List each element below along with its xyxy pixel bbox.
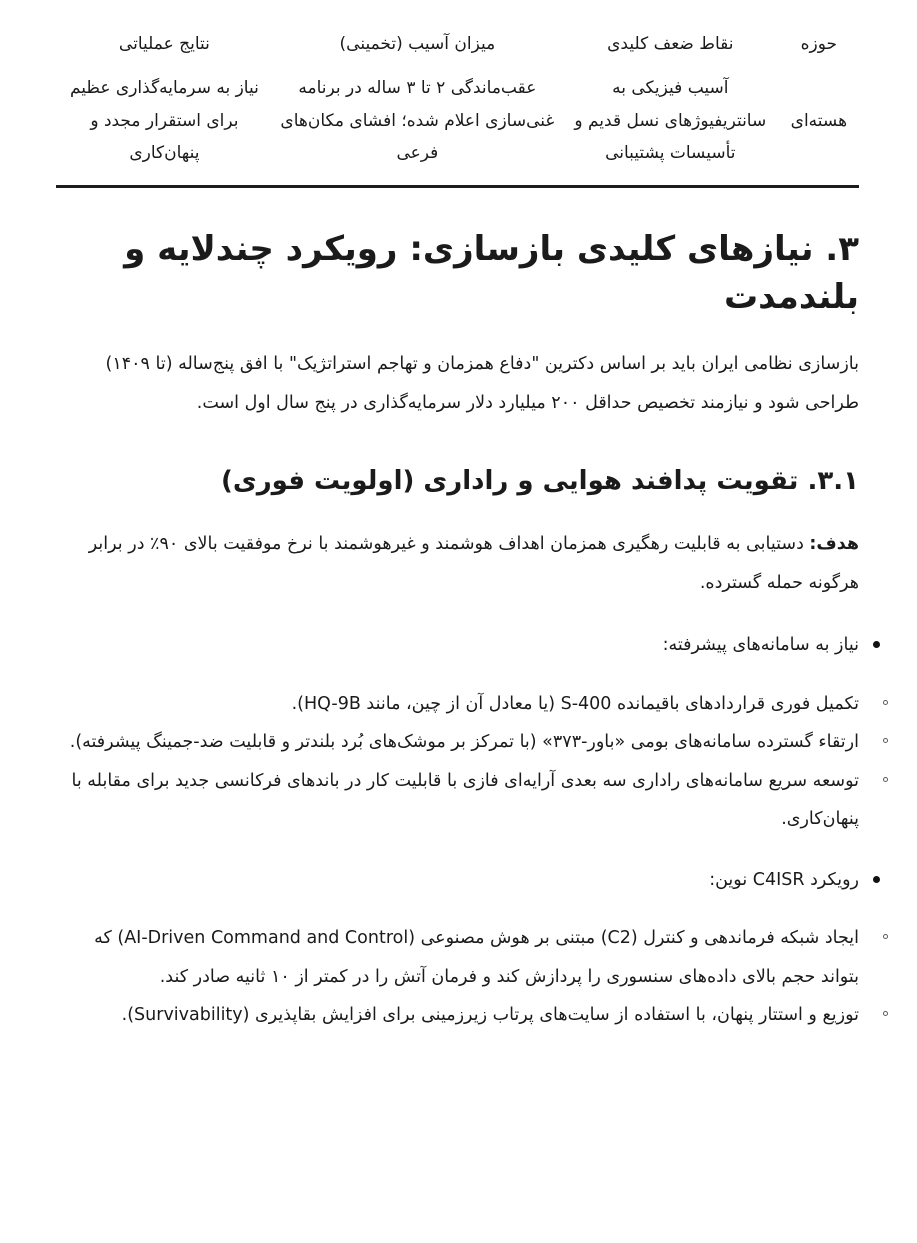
filled-bullet-icon [873, 876, 880, 883]
sublist-item [56, 685, 859, 724]
sublist-item [56, 723, 859, 762]
hollow-bullet-icon [883, 777, 888, 782]
cell-weak-points: آسیب فیزیکی به سانتریفیوژهای نسل قدیم و تأسیسات پشتیبانی [574, 78, 767, 163]
cell-operational-results: نیاز به سرمایه‌گذاری عظیم برای استقرار مجدد و پنهان‌کاری [69, 78, 259, 163]
col-header-operational-results: نتایج عملیاتی [118, 34, 210, 54]
hollow-bullet-icon [883, 1011, 888, 1016]
sublist-item-text: ایجاد شبکه فرماندهی و کنترل (C2) مبتنی بر هوش مصنوعی (AI-Driven Command and Control) که بتواند حجم بالای داده‌های سنسوری را پردازش کند و فرمان آتش را در کمتر از ۱۰ ثانیه صادر کند. [94, 928, 859, 987]
col-header-weak-points: نقاط ضعف کلیدی [607, 34, 734, 54]
sublist-item [56, 919, 859, 996]
section-intro-paragraph: بازسازی نظامی ایران باید بر اساس دکترین "دفاع همزمان و تهاجم استراتژیک" با افق پنج‌ساله (تا ۱۴۰۹) طراحی شود و نیازمند تخصیص حداقل ۲۰۰ میلیارد دلار سرمایه‌گذاری در پنج سال اول است. [105, 354, 859, 413]
sublist-item [56, 996, 859, 1035]
list-item-advanced-systems [56, 626, 859, 839]
goal-paragraph [56, 525, 859, 602]
subsection-heading: ۳.۱. تقویت پدافند هوایی و راداری (اولویت فوری) [221, 466, 859, 497]
damage-assessment-table [56, 26, 859, 188]
list-item-label: نیاز به سامانه‌های پیشرفته: [662, 635, 859, 656]
table-row [56, 72, 859, 186]
sublist-item-text: توسعه سریع سامانه‌های راداری سه بعدی آرایه‌ای فازی با قابلیت کار در باندهای فرکانسی جدید برای مقابله با پنهان‌کاری. [71, 770, 859, 830]
col-header-damage-estimate: میزان آسیب (تخمینی) [339, 34, 496, 54]
filled-bullet-icon [873, 641, 880, 648]
cell-domain: هسته‌ای [790, 110, 848, 131]
list-item-c4isr-approach [56, 861, 859, 1035]
advanced-systems-sublist [56, 685, 859, 839]
hollow-bullet-icon [883, 700, 888, 705]
goal-label: هدف: [809, 534, 859, 555]
col-header-domain: حوزه [800, 34, 838, 54]
goal-text: دستیابی به قابلیت رهگیری همزمان اهداف هوشمند و غیرهوشمند با نرخ موفقیت بالای ۹۰٪ در برابر هرگونه حمله گسترده. [88, 534, 859, 593]
c4isr-sublist [56, 919, 859, 1035]
cell-damage-estimate: عقب‌ماندگی ۲ تا ۳ ساله در برنامه غنی‌سازی اعلام شده؛ افشای مکان‌های فرعی [280, 78, 555, 163]
sublist-item-text: تکمیل فوری قراردادهای باقیمانده S-400 (یا معادل آن از چین، مانند HQ-9B). [291, 693, 859, 714]
hollow-bullet-icon [883, 934, 888, 939]
hollow-bullet-icon [883, 738, 888, 743]
sublist-item [56, 762, 859, 839]
table-header-row [56, 26, 859, 72]
sublist-item-text: ارتقاء گسترده سامانه‌های بومی «باور-۳۷۳» (با تمرکز بر موشک‌های بُرد بلندتر و قابلیت ضد-جمینگ پیشرفته). [69, 732, 859, 753]
sublist-item-text: توزیع و استتار پنهان، با استفاده از سایت‌های پرتاب زیرزمینی برای افزایش بقاپذیری (Survivability). [121, 1005, 859, 1026]
list-item-label: رویکرد C4ISR نوین: [709, 869, 859, 890]
requirements-list [56, 626, 859, 1035]
section-heading: ۳. نیازهای کلیدی بازسازی: رویکرد چندلایه و بلندمدت [124, 229, 859, 317]
